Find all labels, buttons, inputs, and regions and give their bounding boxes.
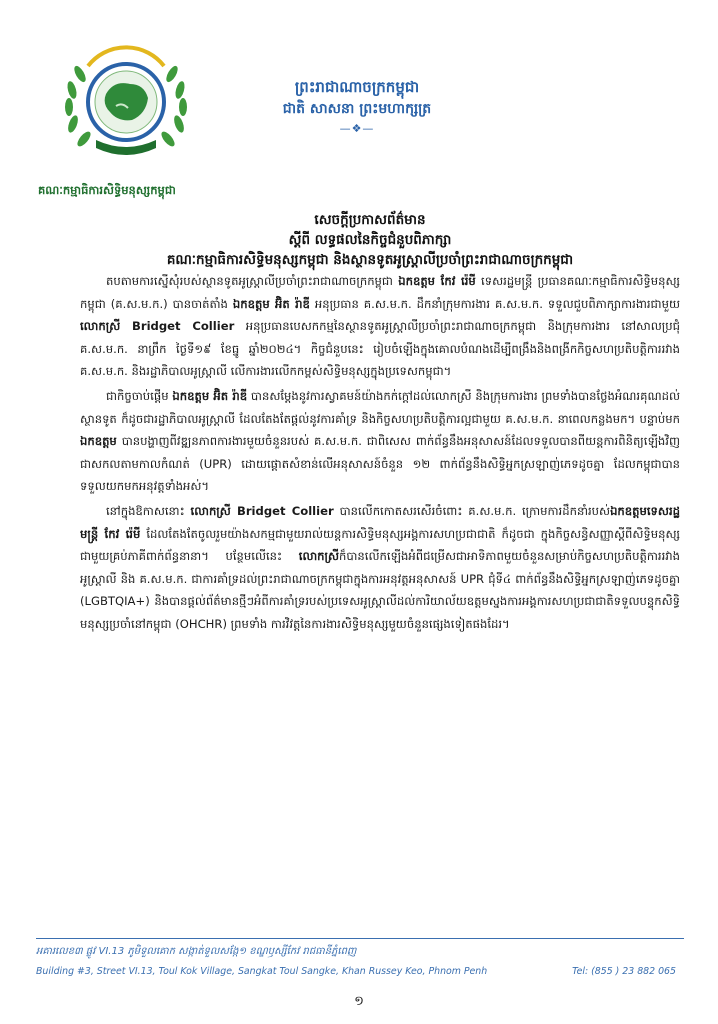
kingdom-title: ព្រះរាជាណាចក្រកម្ពុជា — [294, 78, 420, 96]
paragraph-2: ជាកិច្ចចាប់ផ្តើម ឯកឧត្តម អ៊ិត រ៉ាឌី បានសម្តែងនូវការស្វាគមន៍យ៉ាងកក់ក្តៅដល់លោកស្រី និងក្រុមការងារ ព្រមទាំងបានថ្លែងអំណរគុណដល់ស្ថានទូត ក៏ដូចជារដ្ឋាភិបាលអូស្ត្រាលី ដែលតែងតែផ្តល់នូវការគាំទ្រ និងកិច្ចសហប្រតិបត្តិការល្អជាមួយ គ.ស.ម.ក. នាពេលកន្លងមក។ បន្ទាប់មក ឯកឧត្តម បានបង្ហាញពីវឌ្ឍនភាពការងារមួយចំនួនរបស់ គ.ស.ម.ក. ជាពិសេស ពាក់ព័ន្ធនឹងអនុសាសន៍ដែលទទួលបានពីយន្តការពិនិត្យឡើងវិញជាសកលតាមកាលកំណត់ (UPR) ដោយផ្តោតសំខាន់លើអនុសាសន៍ចំនួន ១២ ពាក់ព័ន្ធនឹងសិទ្ធិអ្នកស្រឡាញ់ភេទដូចគ្នា ដែលកម្ពុជាបានទទួលយកមកអនុវត្តទាំងអស់។ — [80, 388, 680, 494]
page-number: ១ — [354, 994, 364, 1009]
organization-logo — [58, 44, 194, 164]
title-subject: ស្តីពី លទ្ធផលនៃកិច្ចជំនួបពិភាក្សា — [288, 232, 452, 248]
paragraph-1: តបតាមការស្នើសុំរបស់ស្ថានទូតអូស្ត្រាលីប្រចាំព្រះរាជាណាចក្រកម្ពុជា ឯកឧត្តម កែវ រ៉េមី ទេសរដ្ឋមន្ត្រី ប្រធានគណៈកម្មាធិការសិទ្ធិមនុស្សកម្ពុជា (គ.ស.ម.ក.) បានចាត់តាំង ឯកឧត្តម អ៊ិត រ៉ាឌី អនុប្រធាន គ.ស.ម.ក. ដឹកនាំក្រុមការងារ គ.ស.ម.ក. ទទួលជួបពិភាក្សាការងារជាមួយ លោកស្រី Bridget Collier អនុប្រធានបេសកកម្មនៃស្ថានទូតអូស្ត្រាលីប្រចាំព្រះរាជាណាចក្រកម្ពុជា និងក្រុមការងារ នៅសាលប្រជុំ គ.ស.ម.ក. នាព្រឹក ថ្ងៃទី១៩ ខែធ្នូ ឆ្នាំ២០២៤។ កិច្ចជំនួបនេះ រៀបចំឡើងក្នុងគោលបំណងដើម្បីពង្រឹងនិងពង្រីកកិច្ចសហប្រតិបត្តិការរវាង គ.ស.ម.ក. និងរដ្ឋាភិបាលអូស្ត្រាលី លើការងារលើកកម្ពស់សិទ្ធិមនុស្សក្នុងប្រទេសកម្ពុជា។ — [80, 274, 680, 379]
title-press-release: សេចក្តីប្រកាសព័ត៌មាន — [314, 212, 426, 228]
kingdom-motto — [262, 76, 452, 138]
nation-religion-king: ជាតិ សាសនា ព្រះមហាក្សត្រ — [282, 101, 432, 117]
ornament-divider: —❖— — [339, 122, 375, 135]
organization-name: គណៈកម្មាធិការសិទ្ធិមនុស្សកម្ពុជា — [38, 183, 176, 197]
footer-address-english: Building #3, Street VI.13, Toul Kok Village, Sangkat Toul Sangke, Khan Russey Keo, Phnom Penh — [36, 966, 488, 977]
title-parties: គណៈកម្មាធិការសិទ្ធិមនុស្សកម្ពុជា និងស្ថានទូតអូស្ត្រាលីប្រចាំព្រះរាជាណាចក្រកម្ពុជា — [166, 252, 574, 268]
footer-divider — [36, 938, 684, 939]
press-release-body — [80, 270, 680, 638]
footer-address-khmer: អគារលេខ៣ ផ្លូវ VI.13 ភូមិទួលគោក សង្កាត់ទួលសង្កែ១ ខណ្ឌឫស្សីកែវ រាជធានីភ្នំពេញ — [36, 946, 357, 957]
document-titles — [60, 210, 680, 270]
paragraph-3: នៅក្នុងឱកាសនោះ លោកស្រី Bridget Collier បានលើកកោតសរសើរចំពោះ គ.ស.ម.ក. ក្រោមការដឹកនាំរបស់ឯកឧត្តមទេសរដ្ឋមន្ត្រី កែវ រ៉េមី ដែលតែងតែចូលរួមយ៉ាងសកម្មជាមួយរាល់យន្តការសិទ្ធិមនុស្សអង្គការសហប្រជាជាតិ ក៏ដូចជា ក្នុងកិច្ចសន្ធិសញ្ញាស្តីពីសិទ្ធិមនុស្សជាមួយគ្រប់ភាគីពាក់ព័ន្ធនានា។ បន្ថែមលើនេះ លោកស្រីក៏បានលើកឡើងអំពីជម្រើសជាអាទិភាពមួយចំនួនសម្រាប់កិច្ចសហប្រតិបត្តិការរវាងអូស្ត្រាលី និង គ.ស.ម.ក. ជាការគាំទ្រដល់ព្រះរាជាណាចក្រកម្ពុជាក្នុងការអនុវត្តអនុសាសន៍ UPR ជុំទី៤ ពាក់ព័ន្ធនឹងសិទ្ធិអ្នកស្រឡាញ់ភេទដូចគ្នា (LGBTQIA+) និងបានផ្តល់ព័ត៌មានថ្មីៗអំពីការគាំទ្ររបស់ប្រទេសអូស្ត្រាលីដល់ការិយាល័យឧត្តមស្នងការអង្គការសហប្រជាជាតិទទួលបន្ទុកសិទ្ធិមនុស្សប្រចាំនៅកម្ពុជា (OHCHR) ព្រមទាំង ការវិវត្តនៃការងារសិទ្ធិមនុស្សមួយចំនួនផ្សេងទៀតផងដែរ។ — [80, 503, 680, 631]
footer-telephone: Tel: (855 ) 23 882 065 — [572, 966, 676, 977]
